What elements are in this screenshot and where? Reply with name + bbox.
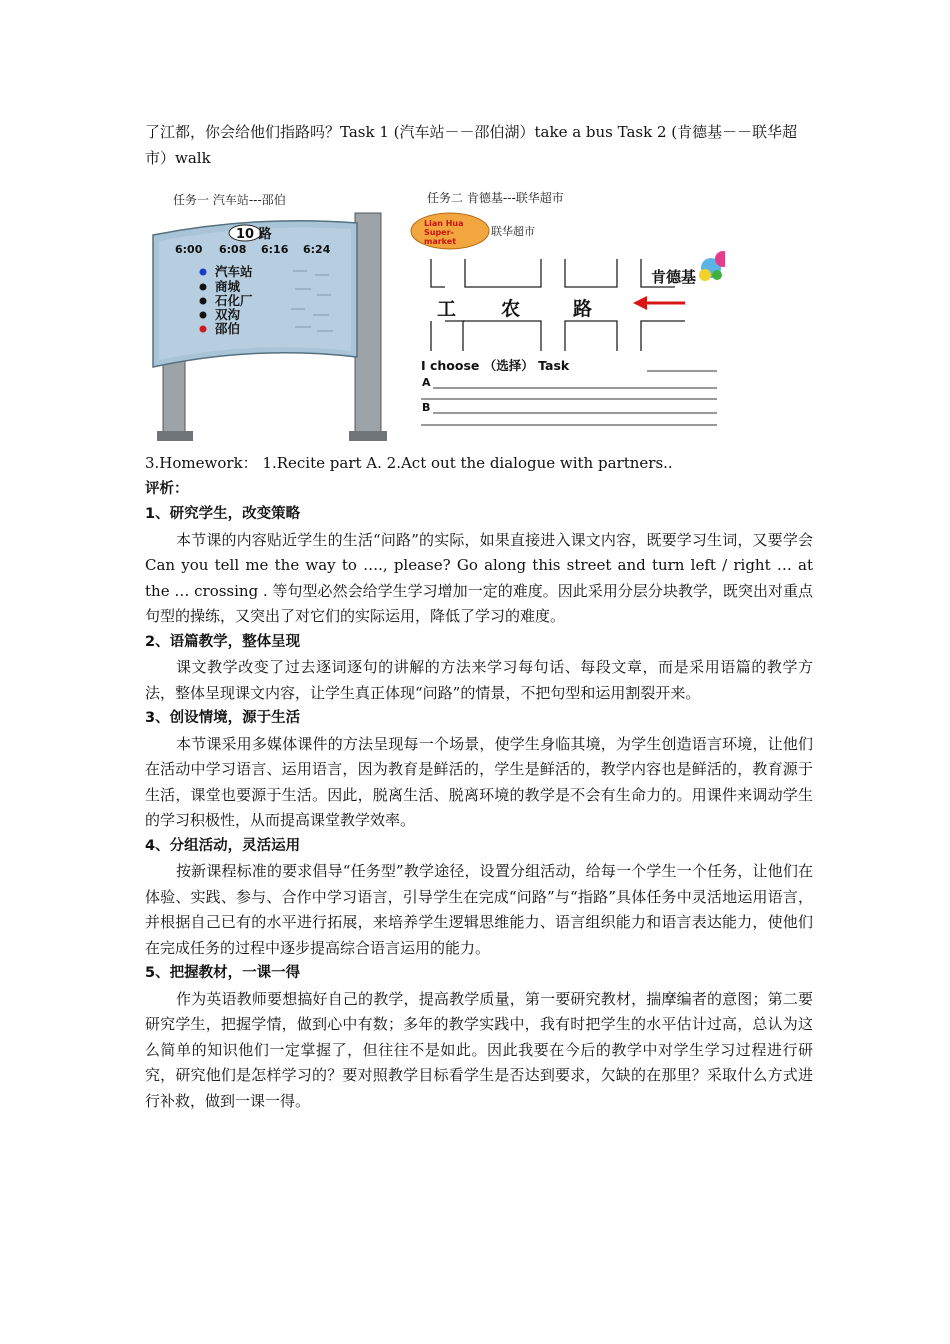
stop-name: 双沟: [215, 307, 241, 322]
road-char: 工: [437, 298, 457, 320]
task-figure: [145, 185, 725, 450]
kfc-label: 肯德基: [651, 268, 697, 286]
route-label: 10 路: [236, 227, 272, 242]
section-heading: 2、语篇教学，整体呈现: [145, 633, 301, 650]
departure-time: 6:08: [219, 243, 247, 256]
section-paragraph: 本节课的内容贴近学生的生活“问路”的实际，如果直接进入课文内容，既要学习生词，又要学会 Can you tell me the way to …., please? Go along this street and turn left / right … at the … crossing . 等句型必然会给学生学习增加一定的难度。因此采用分层分块教学，既突出对重点句型的操练，又突出了对它们的实际运用，降低了学习的难度。: [145, 530, 813, 625]
departure-time: 6:00: [175, 243, 203, 256]
line-b-label: B: [422, 401, 431, 414]
section-heading: 4、分组活动，灵活运用: [145, 837, 301, 854]
section-paragraph: 按新课程标准的要求倡导“任务型”教学途径，设置分组活动，给每一个学生一个任务，让他们在体验、实践、参与、合作中学习语言，引导学生在完成“问路”与“指路”具体任务中灵活地运用语言，并根据自己已有的水平进行拓展，来培养学生逻辑思维能力、语言组织能力和语言表达能力，使他们在完成任务的过程中逐步提高综合语言运用的能力。: [145, 862, 813, 957]
task-figure-svg: [145, 185, 725, 450]
stop-dot: [200, 284, 207, 291]
logo-line: Super-: [424, 228, 454, 237]
departure-time: 6:16: [261, 243, 289, 256]
line-a-label: A: [422, 376, 431, 389]
road-char: 农: [501, 298, 521, 320]
stop-name: 邵伯: [215, 321, 241, 336]
stop-dot: [200, 326, 207, 333]
section-heading: 1、研究学生，改变策略: [145, 506, 301, 522]
lower-blocks: [431, 321, 685, 351]
analysis-title: 评析：: [145, 480, 189, 497]
section-paragraph: 课文教学改变了过去逐词逐句的讲解的方法来学习每句话、每段文章，而是采用语篇的教学方法，整体呈现课文内容，让学生真正体现“问路”的情景，不把句型和运用割裂开来。: [145, 658, 813, 702]
document-body: [145, 451, 813, 1114]
direction-arrow-icon: [633, 296, 685, 310]
departure-time: 6:24: [303, 243, 331, 256]
logo-line: Lian Hua: [424, 219, 464, 228]
section-paragraph: 作为英语教师要想搞好自己的教学，提高教学质量，第一要研究教材，揣摩编者的意图；第二要研究学生，把握学情，做到心中有数；多年的教学实践中，我有时把学生的水平估计过高，总认为这么简单的知识他们一定掌握了，但往往不是如此。因此我要在今后的教学中对学生学习过程进行研究，研究他们是怎样学习的？要对照教学目标看学生是否达到要求，欠缺的在那里？采取什么方式进行补救，做到一课一得。: [145, 989, 813, 1110]
supermarket-label: 联华超市: [491, 225, 535, 238]
sign-base-right: [349, 431, 387, 441]
sign-post-right: [355, 213, 381, 435]
road-char: 路: [573, 298, 593, 320]
stop-dot: [200, 269, 207, 276]
section-heading: 3、创设情境，源于生活: [145, 710, 301, 726]
task2-title: 任务二 肯德基---联华超市: [427, 191, 564, 205]
stop-name: 商城: [215, 279, 241, 294]
section-heading: 5、把握教材，一课一得: [145, 965, 301, 981]
task1-title: 任务一 汽车站---邵伯: [173, 193, 286, 207]
stop-name: 汽车站: [215, 264, 253, 279]
section-paragraph: 本节课采用多媒体课件的方法呈现每一个场景，使学生身临其境，为学生创造语言环境，让他们在活动中学习语言、运用语言，因为教育是鲜活的，学生是鲜活的，教学内容也是鲜活的，教育源于生活，课堂也要源于生活。因此，脱离生活、脱离环境的教学是不会有生命力的。用课件来调动学生的学习积极性，从而提高课堂教学效率。: [145, 734, 813, 829]
stop-dot: [200, 312, 207, 319]
choose-task-label: I choose （选择） Task: [421, 358, 570, 373]
homework-line: 3.Homework： 1.Recite part A. 2.Act out the dialogue with partners..: [145, 454, 673, 472]
stop-dot: [200, 298, 207, 305]
sign-base-left: [157, 431, 193, 441]
upper-blocks: [431, 259, 675, 287]
logo-line: market: [424, 237, 457, 246]
kfc-logo-icon: [699, 251, 725, 281]
intro-paragraph: 了江都，你会给他们指路吗？Task 1 (汽车站－－邵伯湖）take a bus Task 2 (肯德基－－联华超市）walk: [145, 123, 798, 167]
stop-name: 石化厂: [215, 293, 253, 308]
